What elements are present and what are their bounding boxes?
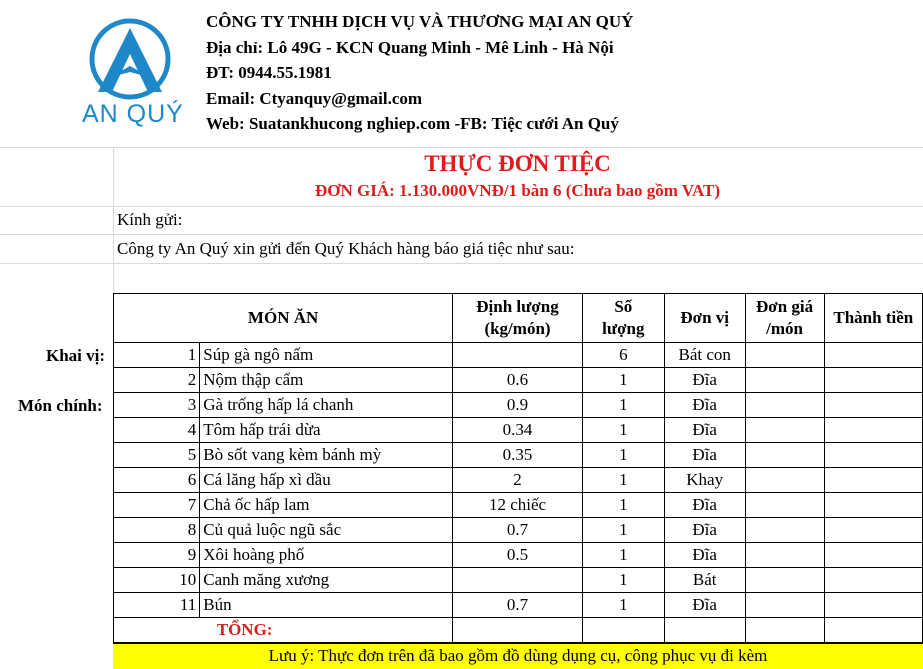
row-number: 5	[114, 443, 200, 468]
header-quantity	[453, 294, 583, 343]
dish-quantity: 2	[453, 468, 583, 493]
table-row	[114, 343, 923, 368]
intro-text: Công ty An Quý xin gửi đến Quý Khách hàng báo giá tiệc như sau:	[117, 239, 575, 258]
header-total: Thành tiền	[824, 294, 922, 343]
dish-total	[824, 368, 922, 393]
dish-total	[824, 418, 922, 443]
dish-unit: Đĩa	[664, 393, 745, 418]
table-row	[114, 368, 923, 393]
table-cell	[453, 618, 583, 643]
greeting: Kính gửi:	[117, 210, 183, 229]
dish-price	[745, 593, 824, 618]
dish-quantity: 12 chiếc	[453, 493, 583, 518]
header-count-line1: Số	[614, 297, 633, 316]
dish-quantity: 0.6	[453, 368, 583, 393]
dish-quantity: 0.9	[453, 393, 583, 418]
dish-count: 1	[582, 468, 664, 493]
dish-total	[824, 493, 922, 518]
dish-price	[745, 518, 824, 543]
dish-price	[745, 543, 824, 568]
dish-name: Gà trống hấp lá chanh	[200, 393, 453, 418]
dish-quantity: 0.34	[453, 418, 583, 443]
company-phone: ĐT: 0944.55.1981	[206, 63, 332, 82]
header-count-line2: lượng	[602, 319, 645, 338]
dish-count: 1	[582, 593, 664, 618]
menu-title: THỰC ĐƠN TIỆC	[424, 151, 611, 176]
dish-name: Bò sốt vang kèm bánh mỳ	[200, 443, 453, 468]
dish-unit: Bát	[664, 568, 745, 593]
dish-unit: Đĩa	[664, 368, 745, 393]
dish-name: Xôi hoàng phố	[200, 543, 453, 568]
table-row	[114, 593, 923, 618]
company-name: CÔNG TY TNHH DỊCH VỤ VÀ THƯƠNG MẠI AN QUÝ	[206, 12, 634, 31]
row-number: 4	[114, 418, 200, 443]
dish-count: 1	[582, 543, 664, 568]
header-quantity-line2: (kg/món)	[484, 319, 551, 338]
dish-unit: Đĩa	[664, 518, 745, 543]
table-row	[114, 493, 923, 518]
table-cell	[745, 618, 824, 643]
dish-count: 1	[582, 418, 664, 443]
dish-unit: Khay	[664, 468, 745, 493]
row-number: 10	[114, 568, 200, 593]
dish-unit: Đĩa	[664, 543, 745, 568]
grid-line	[0, 147, 923, 148]
table-cell	[824, 618, 922, 643]
row-number: 8	[114, 518, 200, 543]
dish-total	[824, 393, 922, 418]
dish-unit: Đĩa	[664, 493, 745, 518]
dish-price	[745, 568, 824, 593]
dish-count: 1	[582, 393, 664, 418]
row-number: 9	[114, 543, 200, 568]
dish-price	[745, 468, 824, 493]
table-cell	[582, 618, 664, 643]
table-row	[114, 518, 923, 543]
dish-name: Nộm thập cẩm	[200, 368, 453, 393]
logo-text: AN QUÝ	[82, 100, 184, 128]
dish-count: 1	[582, 443, 664, 468]
dish-count: 1	[582, 368, 664, 393]
total-row	[114, 618, 923, 643]
dish-quantity: 0.35	[453, 443, 583, 468]
row-number: 2	[114, 368, 200, 393]
table-row	[114, 543, 923, 568]
dish-quantity	[453, 568, 583, 593]
grid-line	[0, 234, 923, 235]
table-row	[114, 443, 923, 468]
table-row	[114, 418, 923, 443]
dish-unit: Bát con	[664, 343, 745, 368]
menu-table	[113, 293, 923, 643]
dish-price	[745, 368, 824, 393]
dish-total	[824, 343, 922, 368]
dish-quantity: 0.7	[453, 593, 583, 618]
table-row	[114, 568, 923, 593]
dish-name: Súp gà ngô nấm	[200, 343, 453, 368]
dish-count: 6	[582, 343, 664, 368]
header-price	[745, 294, 824, 343]
dish-price	[745, 493, 824, 518]
grid-line	[0, 263, 923, 264]
section-label-main: Món chính:	[18, 396, 103, 415]
header-price-line2: /món	[766, 319, 804, 338]
table-row	[114, 393, 923, 418]
company-address: Địa chỉ: Lô 49G - KCN Quang Minh - Mê Linh - Hà Nội	[206, 38, 614, 57]
header-unit: Đơn vị	[664, 294, 745, 343]
dish-unit: Đĩa	[664, 418, 745, 443]
row-number: 7	[114, 493, 200, 518]
dish-name: Canh măng xương	[200, 568, 453, 593]
header-price-line1: Đơn giá	[756, 297, 814, 316]
dish-total	[824, 593, 922, 618]
table-header-row	[114, 294, 923, 343]
dish-quantity: 0.7	[453, 518, 583, 543]
dish-quantity	[453, 343, 583, 368]
dish-quantity: 0.5	[453, 543, 583, 568]
total-label: TỔNG:	[114, 618, 453, 643]
grid-line	[0, 206, 923, 207]
company-email: Email: Ctyanquy@gmail.com	[206, 89, 423, 108]
dish-price	[745, 443, 824, 468]
note-banner: Lưu ý: Thực đơn trên đã bao gồm đồ dùng dụng cụ, công phục vụ đi kèm	[113, 643, 923, 669]
dish-name: Bún	[200, 593, 453, 618]
dish-total	[824, 543, 922, 568]
dish-price	[745, 343, 824, 368]
row-number: 1	[114, 343, 200, 368]
dish-unit: Đĩa	[664, 443, 745, 468]
row-number: 11	[114, 593, 200, 618]
section-label-appetizer: Khai vị:	[46, 346, 106, 365]
company-web: Web: Suatankhucong nghiep.com -FB: Tiệc cưới An Quý	[206, 114, 619, 133]
dish-count: 1	[582, 518, 664, 543]
dish-name: Củ quả luộc ngũ sắc	[200, 518, 453, 543]
row-number: 3	[114, 393, 200, 418]
price-line: ĐƠN GIÁ: 1.130.000VNĐ/1 bàn 6 (Chưa bao gồm VAT)	[314, 181, 721, 200]
dish-total	[824, 443, 922, 468]
dish-name: Tôm hấp trái dừa	[200, 418, 453, 443]
dish-count: 1	[582, 568, 664, 593]
dish-name: Chả ốc hấp lam	[200, 493, 453, 518]
row-number: 6	[114, 468, 200, 493]
header-dish: MÓN ĂN	[114, 294, 453, 343]
table-row	[114, 468, 923, 493]
dish-price	[745, 393, 824, 418]
dish-name: Cá lăng hấp xì dầu	[200, 468, 453, 493]
header-quantity-line1: Định lượng	[476, 297, 559, 316]
dish-unit: Đĩa	[664, 593, 745, 618]
dish-total	[824, 468, 922, 493]
dish-total	[824, 518, 922, 543]
header-count	[582, 294, 664, 343]
dish-count: 1	[582, 493, 664, 518]
table-cell	[664, 618, 745, 643]
dish-price	[745, 418, 824, 443]
dish-total	[824, 568, 922, 593]
